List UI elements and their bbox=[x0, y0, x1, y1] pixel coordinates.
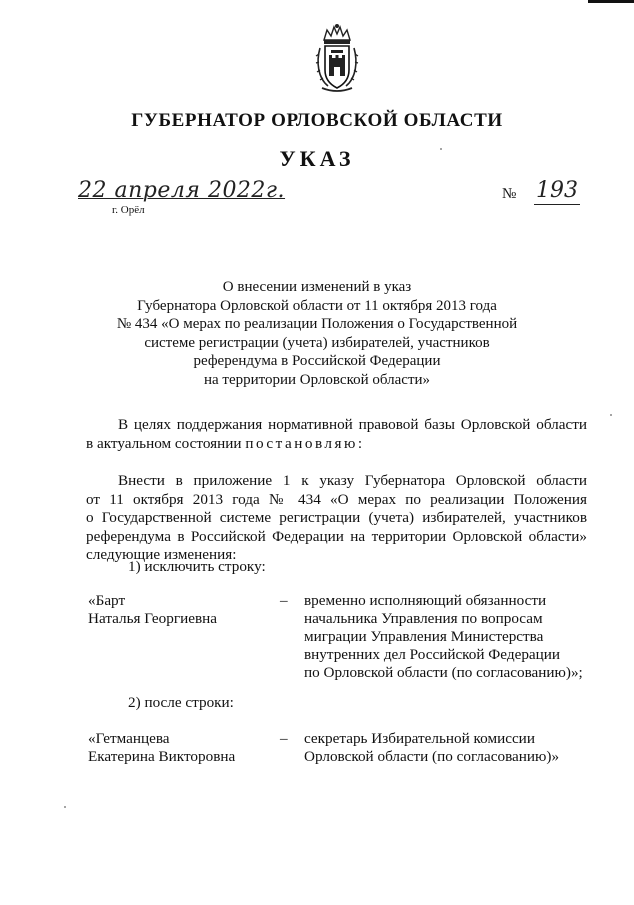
scan-corner-mark bbox=[588, 0, 634, 3]
handwritten-date: 22 апреля 2022г. bbox=[78, 178, 286, 203]
preamble-paragraph bbox=[86, 416, 587, 453]
scan-speck bbox=[610, 414, 612, 416]
preamble-text: в актуальном состоянии bbox=[86, 434, 242, 452]
entry-description-line: временно исполняющий обязанности bbox=[304, 592, 547, 609]
subject-line: референдума в Российской Федерации bbox=[193, 353, 441, 369]
city-label: г. Орёл bbox=[112, 204, 145, 216]
body-paragraph bbox=[86, 472, 587, 565]
decree-title: УКАЗ bbox=[279, 146, 355, 171]
subject-line: Губернатора Орловской области от 11 октября 2013 года bbox=[137, 297, 497, 314]
preamble-line bbox=[86, 435, 587, 454]
subject-line: № 434 «О мерах по реализации Положения о Государственной bbox=[116, 316, 518, 332]
entry-description-line: начальника Управления по вопросам bbox=[304, 610, 543, 627]
body-line: референдума в Российской Федерации на территории Орловской области» bbox=[86, 527, 587, 545]
scan-speck bbox=[64, 806, 66, 808]
entry-name bbox=[88, 592, 217, 628]
decree-keyword: постановляю: bbox=[245, 434, 365, 452]
handwritten-decree-number: 193 bbox=[536, 178, 578, 203]
list-item-2: 2) после строки: bbox=[128, 694, 234, 711]
body-line: от 11 октября 2013 года № 434 «О мерах по реализации Положения bbox=[86, 490, 587, 508]
entry-name-line: Наталья Георгиевна bbox=[88, 610, 217, 627]
entry-dash: – bbox=[280, 730, 288, 747]
scan-speck bbox=[440, 148, 442, 150]
decree-subject bbox=[0, 278, 634, 389]
body-line: о Государственной системе регистрации (учета) избирателей, участников bbox=[86, 509, 587, 526]
entry-description-line: миграции Управления Министерства bbox=[304, 628, 544, 645]
entry-name-line: «Барт bbox=[88, 592, 126, 609]
list-item-1: 1) исключить строку: bbox=[128, 558, 266, 575]
entry-description-line: секретарь Избирательной комиссии bbox=[304, 730, 535, 747]
entry-dash: – bbox=[280, 592, 288, 609]
preamble-line: В целях поддержания нормативной правовой базы Орловской области bbox=[118, 416, 587, 433]
entry-name bbox=[88, 730, 235, 766]
entry-description-line: Орловской области (по согласованию)» bbox=[304, 748, 560, 765]
entry-description bbox=[304, 592, 583, 682]
subject-line: О внесении изменений в указ bbox=[222, 279, 412, 295]
subject-line: системе регистрации (учета) избирателей, участников bbox=[144, 334, 490, 351]
body-line: следующие изменения: bbox=[86, 546, 237, 563]
decree-number-label: № bbox=[502, 186, 517, 202]
entry-name-line: Екатерина Викторовна bbox=[88, 748, 236, 765]
entry-description-line: по Орловской области (по согласованию)»; bbox=[304, 664, 583, 681]
coat-of-arms-icon bbox=[314, 22, 360, 94]
subject-line: на территории Орловской области» bbox=[203, 371, 431, 388]
entry-name-line: «Гетманцева bbox=[88, 730, 170, 747]
entry-description bbox=[304, 730, 559, 766]
body-line: Внести в приложение 1 к указу Губернатора Орловской области bbox=[118, 472, 587, 489]
entry-description-line: внутренних дел Российской Федерации bbox=[304, 646, 561, 663]
governor-title: ГУБЕРНАТОР ОРЛОВСКОЙ ОБЛАСТИ bbox=[131, 110, 503, 131]
